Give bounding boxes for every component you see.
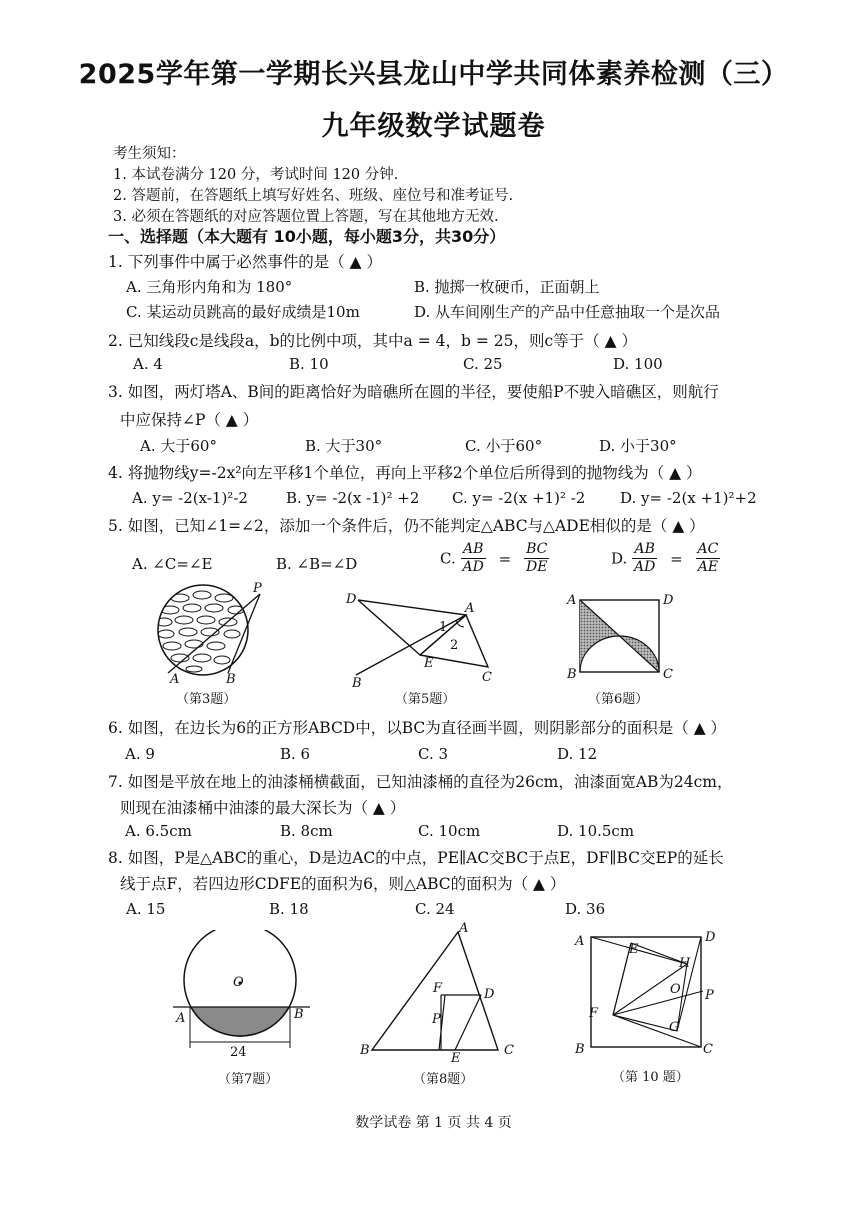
q8-stem-line1: 8. 如图，P是△ABC的重心，D是边AC的中点，PE∥AC交BC于点E，DF∥BC交EP的延长 (108, 849, 724, 867)
q2-option-a: A. 4 (133, 355, 163, 373)
q1-option-c: C. 某运动员跳高的最好成绩是10m (126, 303, 360, 321)
q7-option-d: D. 10.5cm (557, 822, 635, 840)
fig10-label-g: G (669, 1020, 680, 1035)
fig5-label-1: 1 (439, 620, 448, 635)
fig7-label-a: A (176, 1011, 186, 1026)
q6-option-a: A. 9 (125, 745, 155, 763)
q3-option-a: A. 大于60° (140, 437, 217, 455)
fig7-label-width: 24 (230, 1045, 247, 1060)
fig10-label-d: D (705, 930, 716, 945)
fig10-label-p: P (705, 988, 714, 1003)
q3-option-b: B. 大于30° (305, 437, 383, 455)
q6-stem: 6. 如图，在边长为6的正方形ABCD中，以BC为直径画半圆，则阴影部分的面积是（ ▲ ） (108, 719, 727, 737)
q5-c-denominator-1: AD (462, 559, 484, 575)
q3-option-c: C. 小于60° (465, 437, 543, 455)
figure-q5 (338, 585, 508, 690)
q7-option-b: B. 8cm (280, 822, 333, 840)
caption-q8: （第8题） (413, 1072, 474, 1087)
q5-option-c (440, 541, 549, 576)
page-footer: 数学试卷 第 1 页 共 4 页 (355, 1115, 512, 1131)
section-heading: 一、选择题（本大题有 10小题，每小题3分，共30分） (108, 227, 506, 246)
fig10-label-c: C (703, 1042, 713, 1057)
fig7-label-b: B (294, 1007, 304, 1022)
q5-option-a: A. ∠C=∠E (132, 555, 213, 573)
fig3-label-b: B (226, 672, 236, 685)
figure-q6 (565, 590, 685, 685)
q5-c-denominator-2: DE (525, 559, 548, 575)
q6-option-d: D. 12 (557, 745, 598, 763)
fig6-label-b: B (567, 667, 577, 682)
q5-c-fraction-2 (524, 541, 549, 576)
fig6-label-a: A (567, 593, 577, 608)
fig8-label-b: B (360, 1043, 370, 1058)
caption-q5: （第5题） (395, 692, 456, 707)
fig6-label-c: C (663, 667, 673, 682)
figure-q10 (565, 925, 725, 1060)
q5-d-fraction-2 (696, 541, 721, 576)
notice-heading: 考生须知： (113, 146, 186, 162)
q4-option-b: B. y= -2(x -1)² +2 (286, 489, 420, 507)
figure-q8 (355, 920, 525, 1065)
q8-option-b: B. 18 (269, 900, 309, 918)
fig10-label-h: H (679, 956, 691, 971)
q3-option-d: D. 小于30° (599, 437, 677, 455)
q8-stem-line2: 线于点F，若四边形CDFE的面积为6，则△ABC的面积为（ ▲ ） (120, 875, 566, 893)
q4-option-c: C. y= -2(x +1)² -2 (452, 489, 586, 507)
fig5-label-2: 2 (450, 638, 459, 653)
q3-stem-line2: 中应保持∠P（ ▲ ） (120, 411, 259, 429)
fig5-label-c: C (482, 670, 492, 685)
q5-c-equals: = (498, 549, 512, 568)
q5-d-numerator-1: AB (632, 541, 657, 559)
q5-option-b: B. ∠B=∠D (276, 555, 358, 573)
q5-option-d (611, 541, 720, 576)
notice-item-2: 2. 答题前，在答题纸上填写好姓名、班级、座位号和准考证号. (113, 188, 514, 204)
notice-item-3: 3. 必须在答题纸的对应答题位置上答题，写在其他地方无效. (113, 209, 499, 225)
q6-option-b: B. 6 (280, 745, 311, 763)
notice-item-1: 1. 本试卷满分 120 分，考试时间 120 分钟. (113, 167, 399, 183)
q8-option-a: A. 15 (126, 900, 166, 918)
fig3-label-p: P (253, 581, 262, 596)
fig8-label-p: P (432, 1012, 441, 1027)
q5-d-equals: = (670, 549, 683, 568)
q5-d-fraction-1 (632, 541, 657, 576)
fig5-label-e: E (424, 656, 434, 671)
exam-subtitle: 九年级数学试题卷 (321, 111, 546, 142)
fig10-label-f: F (589, 1006, 599, 1021)
fig5-label-b: B (352, 676, 362, 690)
q8-option-d: D. 36 (565, 900, 606, 918)
q1-option-a: A. 三角形内角和为 180° (126, 278, 293, 296)
fig5-label-a: A (465, 601, 475, 616)
q4-stem: 4. 将抛物线y=-2x²向左平移1个单位，再向上平移2个单位后所得到的抛物线为（ ▲ ） (108, 464, 702, 482)
q5-d-denominator-2: AE (697, 559, 719, 575)
q5-d-numerator-2: AC (697, 541, 719, 557)
q5-c-numerator-1: AB (461, 541, 486, 559)
figure-q3 (150, 580, 280, 685)
q5-stem: 5. 如图，已知∠1=∠2，添加一个条件后，仍不能判定△ABC与△ADE相似的是（ ▲ ） (108, 517, 705, 535)
q4-option-d: D. y= -2(x +1)²+2 (620, 489, 757, 507)
q5-c-numerator-2: BC (524, 541, 549, 559)
fig7-label-o: O (233, 975, 244, 990)
fig8-label-f: F (433, 981, 443, 996)
q1-option-d: D. 从车间刚生产的产品中任意抽取一个是次品 (414, 303, 721, 321)
q1-option-b: B. 抛掷一枚硬币，正面朝上 (414, 278, 600, 296)
q5-option-d-label: D. (611, 549, 628, 568)
caption-q10: （第 10 题） (612, 1070, 689, 1085)
exam-title: 2025学年第一学期长兴县龙山中学共同体素养检测（三） (78, 59, 789, 90)
q4-option-a: A. y= -2(x-1)²-2 (132, 489, 248, 507)
q6-option-c: C. 3 (418, 745, 449, 763)
figure-q7 (170, 930, 320, 1065)
fig10-label-a: A (575, 934, 585, 949)
fig6-label-d: D (663, 593, 674, 608)
fig5-label-d: D (346, 592, 357, 607)
caption-q7: （第7题） (218, 1072, 279, 1087)
fig10-label-e: E (629, 942, 639, 957)
q3-stem-line1: 3. 如图，两灯塔A、B间的距离恰好为暗礁所在圆的半径，要使船P不驶入暗礁区，则航行 (108, 383, 719, 401)
caption-q3: （第3题） (176, 692, 237, 707)
q2-option-c: C. 25 (463, 355, 503, 373)
q7-stem-line1: 7. 如图是平放在地上的油漆桶横截面，已知油漆桶的直径为26cm，油漆面宽AB为24cm， (108, 773, 733, 791)
q1-stem: 1. 下列事件中属于必然事件的是（ ▲ ） (108, 253, 382, 271)
fig3-label-a: A (170, 672, 180, 685)
fig8-label-d: D (484, 987, 495, 1002)
q2-stem: 2. 已知线段c是线段a，b的比例中项，其中a = 4，b = 25，则c等于（ ▲ ） (108, 332, 637, 350)
q2-option-d: D. 100 (613, 355, 663, 373)
q2-option-b: B. 10 (289, 355, 329, 373)
q7-stem-line2: 则现在油漆桶中油漆的最大深长为（ ▲ ） (120, 799, 406, 817)
fig8-label-a: A (459, 921, 469, 936)
q7-option-a: A. 6.5cm (125, 822, 192, 840)
fig10-label-b: B (575, 1042, 585, 1057)
q5-c-fraction-1 (461, 541, 486, 576)
fig8-label-e: E (451, 1051, 461, 1065)
caption-q6: （第6题） (588, 692, 649, 707)
q5-d-denominator-1: AD (634, 559, 656, 575)
q5-option-c-label: C. (440, 549, 456, 568)
q8-option-c: C. 24 (415, 900, 455, 918)
fig8-label-c: C (504, 1043, 514, 1058)
fig10-label-o: O (670, 982, 681, 997)
q7-option-c: C. 10cm (418, 822, 481, 840)
